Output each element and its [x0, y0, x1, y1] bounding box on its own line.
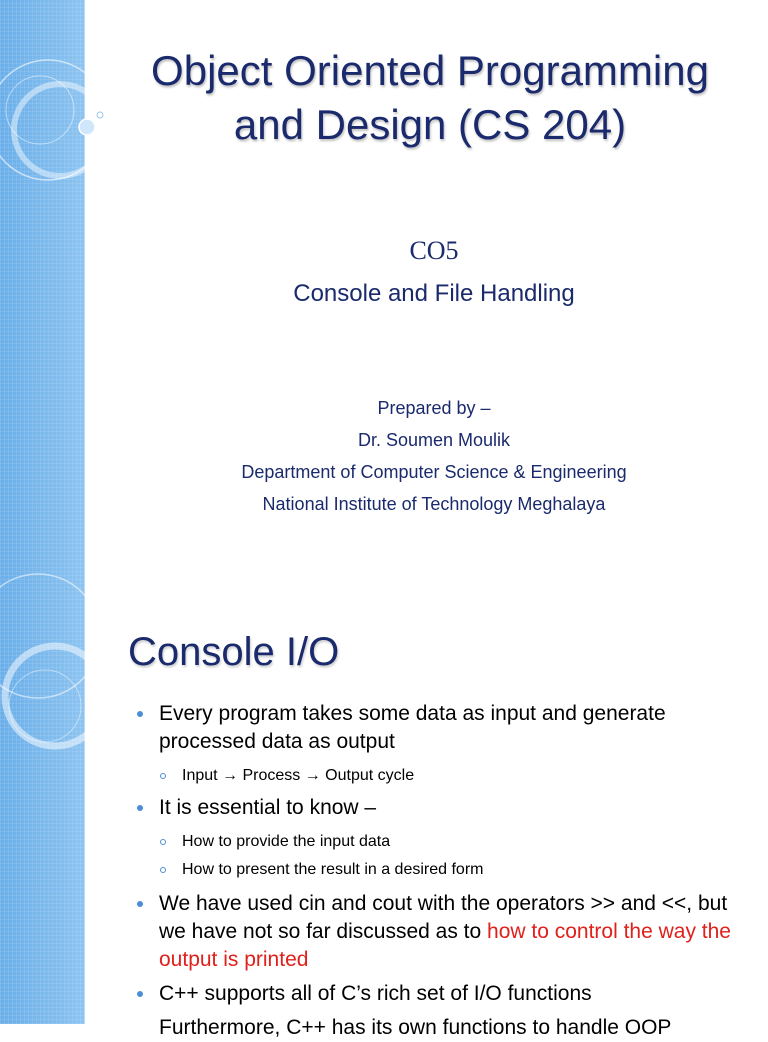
bullet-text: We have used cin and cout with the operators >> and <<, but we have not so far discussed as to — [159, 892, 728, 943]
decorative-side-band — [0, 0, 85, 576]
presentation-title: Object Oriented Programming and Design (CS 204) — [151, 47, 709, 148]
sub-bullet-ring-icon — [160, 867, 166, 873]
bullet-item — [134, 794, 744, 822]
decorative-circles-icon — [0, 576, 140, 1024]
author-institute: National Institute of Technology Meghalaya — [262, 494, 606, 514]
presentation-subtitle: Console and File Handling — [293, 280, 575, 307]
sub-bullet-text: How to present the result in a desired form — [182, 861, 484, 878]
bullet-item — [134, 700, 744, 756]
bullet-dot-icon — [137, 901, 143, 907]
sub-bullet-ring-icon — [160, 773, 166, 779]
sub-bullet-item — [134, 762, 744, 790]
sub-bullet-text: How to provide the input data — [182, 833, 391, 850]
prepared-by-line: Prepared by – — [377, 398, 491, 418]
bullet-item — [134, 890, 744, 974]
bullet-list — [134, 700, 744, 1039]
sub-bullet-item — [134, 856, 744, 884]
content-slide — [0, 576, 768, 1039]
sub-bullet-item — [134, 828, 744, 856]
bullet-text: It is essential to know – — [159, 796, 377, 819]
bullet-text: Every program takes some data as input and generate processed data as output — [159, 702, 666, 753]
course-outcome-code: CO5 — [409, 236, 459, 265]
slide-title: Console I/O — [128, 630, 340, 674]
author-name: Dr. Soumen Moulik — [357, 430, 511, 450]
author-block — [100, 392, 768, 520]
bullet-dot-icon — [137, 805, 143, 811]
bullet-highlight-text: how to control the way the output is printed — [159, 920, 731, 971]
sub-bullet-text: Input → Process → Output cycle — [182, 767, 415, 784]
bullet-item — [134, 980, 744, 1008]
author-department: Department of Computer Science & Engineering — [241, 462, 627, 482]
bullet-text: C++ supports all of C’s rich set of I/O functions — [159, 982, 592, 1005]
sub-bullet-ring-icon — [160, 839, 166, 845]
bullet-dot-icon — [137, 991, 143, 997]
decorative-side-band — [0, 576, 85, 1024]
bullet-dot-icon — [137, 711, 143, 717]
cut-off-bullet-text: Furthermore, C++ has its own functions to handle OOP — [159, 1016, 672, 1039]
